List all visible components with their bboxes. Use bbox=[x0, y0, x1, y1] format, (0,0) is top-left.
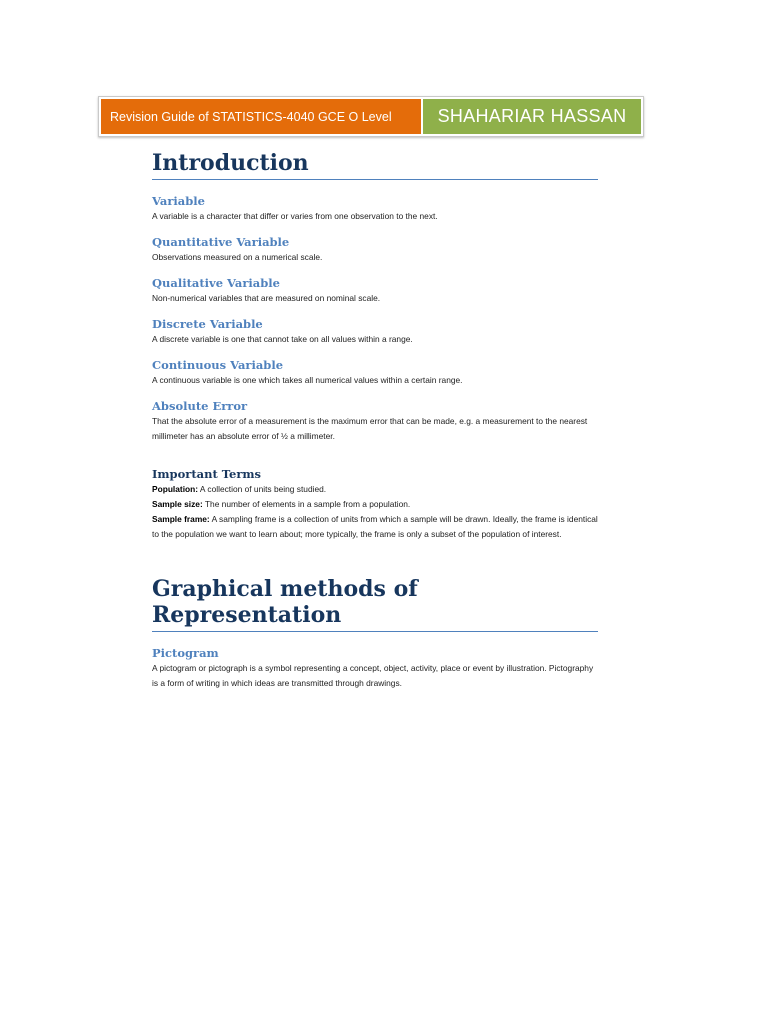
definition-title: Pictogram bbox=[152, 646, 219, 660]
definition-text: A continuous variable is one which takes all numerical values within a certain range. bbox=[152, 375, 463, 385]
author-name: SHAHARIAR HASSAN bbox=[421, 97, 643, 136]
term-text: The number of elements in a sample from a population. bbox=[202, 499, 411, 509]
definition-text: A pictogram or pictograph is a symbol representing a concept, object, activity, place or event by illustration. Pictography is a form of writing in which ideas are transmitted through drawings. bbox=[152, 663, 594, 688]
term-sample-frame bbox=[152, 512, 598, 542]
term-label: Population: bbox=[152, 484, 199, 494]
definition-title: Quantitative Variable bbox=[152, 235, 290, 249]
definition-title: Absolute Error bbox=[152, 399, 248, 413]
definition-continuous-variable bbox=[152, 357, 598, 388]
definition-text: A discrete variable is one that cannot take on all values within a range. bbox=[152, 334, 413, 344]
term-text: A collection of units being studied. bbox=[198, 484, 327, 494]
definition-discrete-variable bbox=[152, 316, 598, 347]
definition-text: A variable is a character that differ or varies from one observation to the next. bbox=[152, 211, 438, 221]
term-text: A sampling frame is a collection of units from which a sample will be drawn. Ideally, the frame is identical to the population we want to learn about; more typically, the frame is only a subset of the population of interest. bbox=[152, 514, 598, 539]
definition-title: Continuous Variable bbox=[152, 358, 284, 372]
definition-quantitative-variable bbox=[152, 234, 598, 265]
graphical-methods-heading: Graphical methods of Representation bbox=[152, 576, 598, 632]
definition-title: Variable bbox=[152, 194, 205, 208]
definition-qualitative-variable bbox=[152, 275, 598, 306]
header-bar bbox=[98, 96, 644, 137]
document-body bbox=[152, 150, 598, 691]
important-terms-section bbox=[152, 466, 598, 542]
term-population bbox=[152, 482, 598, 497]
term-label: Sample frame: bbox=[152, 514, 210, 524]
definition-text: Non-numerical variables that are measured on nominal scale. bbox=[152, 293, 381, 303]
guide-title: Revision Guide of STATISTICS-4040 GCE O Level bbox=[99, 97, 421, 136]
introduction-heading: Introduction bbox=[152, 150, 598, 180]
term-label: Sample size: bbox=[152, 499, 203, 509]
definition-absolute-error bbox=[152, 398, 598, 444]
term-sample-size bbox=[152, 497, 598, 512]
important-terms-title: Important Terms bbox=[152, 467, 262, 481]
definition-pictogram bbox=[152, 645, 598, 691]
definition-variable bbox=[152, 193, 598, 224]
definition-title: Discrete Variable bbox=[152, 317, 263, 331]
definition-text: That the absolute error of a measurement is the maximum error that can be made, e.g. a measurement to the nearest millimeter has an absolute error of ½ a millimeter. bbox=[152, 416, 588, 441]
definition-text: Observations measured on a numerical scale. bbox=[152, 252, 323, 262]
definition-title: Qualitative Variable bbox=[152, 276, 280, 290]
